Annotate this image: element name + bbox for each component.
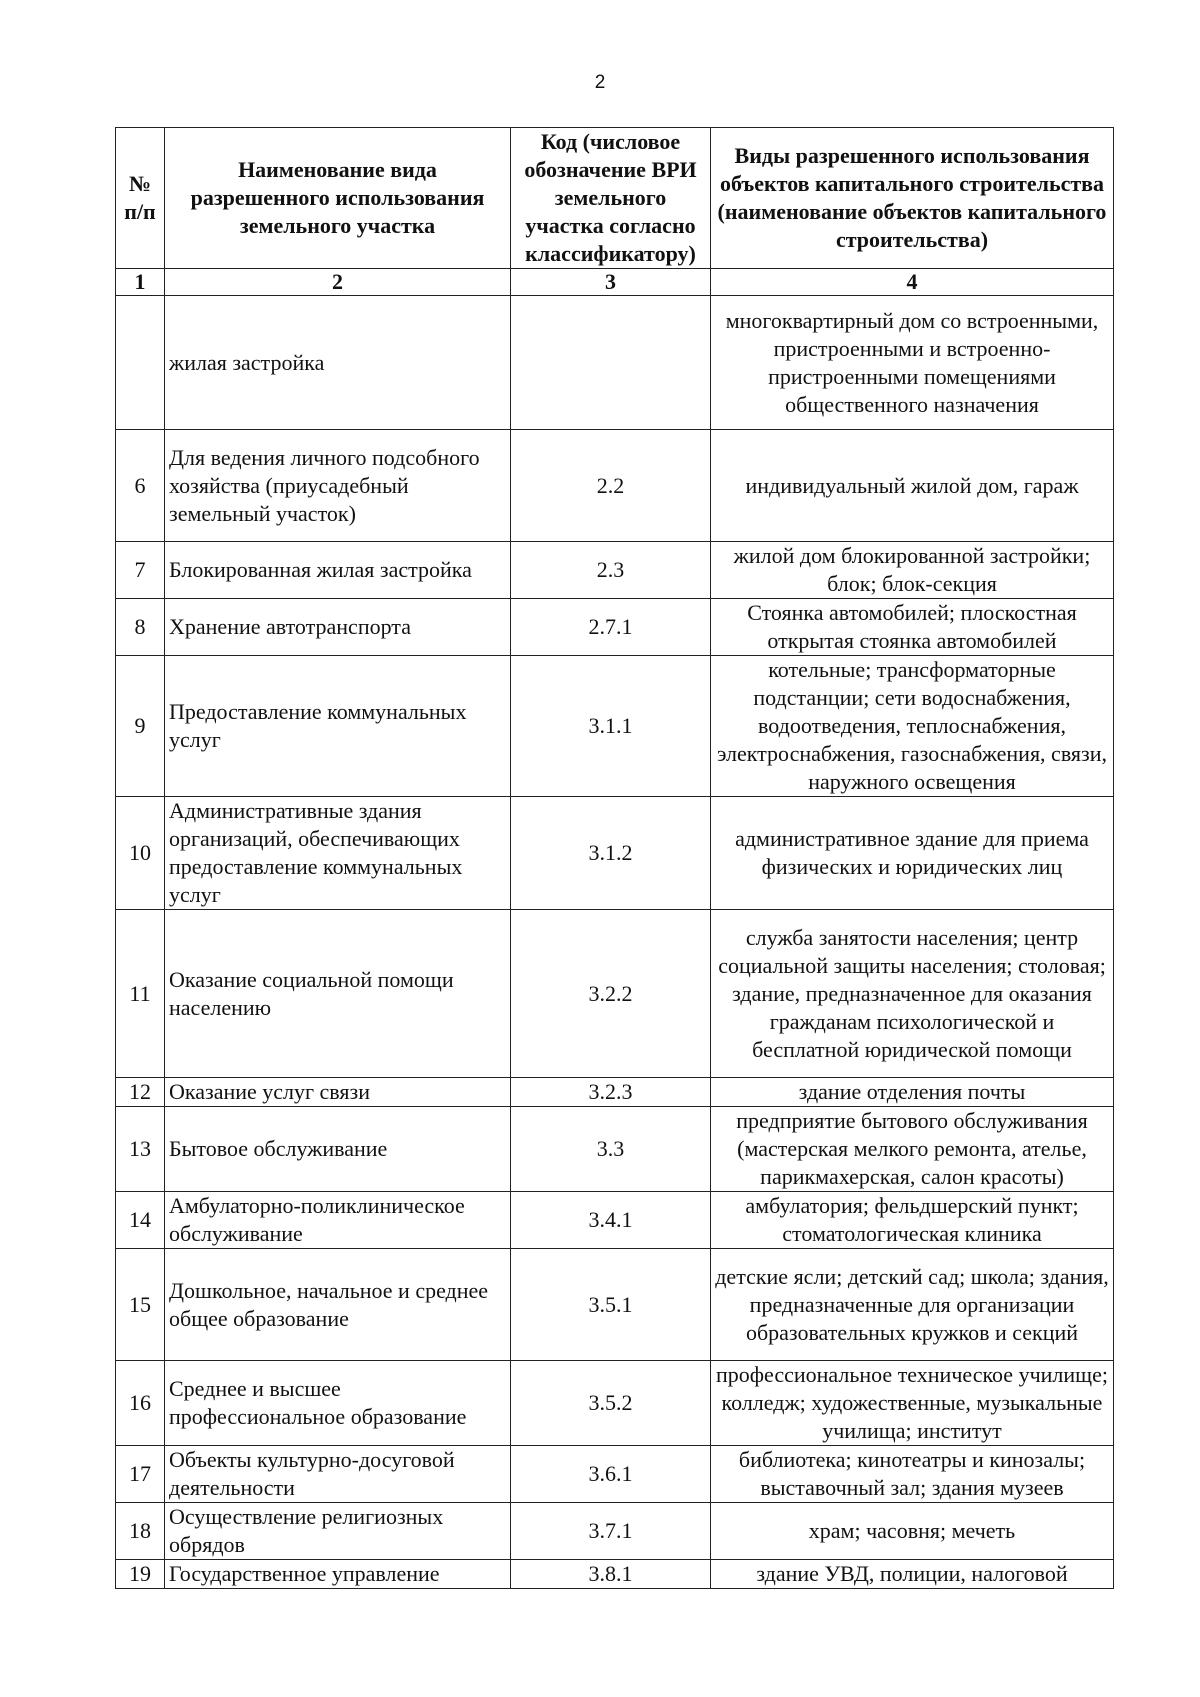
row-number: 7 <box>116 542 165 599</box>
column-index-1: 1 <box>116 269 165 296</box>
row-objects: амбулатория; фельдшерский пункт; стоматологическая клиника <box>711 1192 1114 1249</box>
table-row <box>116 542 1114 599</box>
table-row <box>116 1560 1114 1589</box>
row-code: 3.3 <box>511 1107 711 1192</box>
row-objects: административное здание для приема физических и юридических лиц <box>711 797 1114 910</box>
row-name: Оказание услуг связи <box>165 1078 511 1107</box>
row-objects: библиотека; кинотеатры и кинозалы; выставочный зал; здания музеев <box>711 1446 1114 1503</box>
page-number: 2 <box>594 72 606 93</box>
row-number: 18 <box>116 1503 165 1560</box>
row-objects: многоквартирный дом со встроенными, пристроенными и встроенно-пристроенными помещениями общественного назначения <box>711 296 1114 430</box>
table-body <box>116 296 1114 1589</box>
row-number: 19 <box>116 1560 165 1589</box>
row-name: Для ведения личного подсобного хозяйства (приусадебный земельный участок) <box>165 430 511 542</box>
row-number: 17 <box>116 1446 165 1503</box>
row-number: 11 <box>116 910 165 1078</box>
row-name: Среднее и высшее профессиональное образование <box>165 1361 511 1446</box>
row-code: 3.1.1 <box>511 656 711 797</box>
row-number: 6 <box>116 430 165 542</box>
row-number: 15 <box>116 1249 165 1361</box>
row-objects: жилой дом блокированной застройки; блок; блок-секция <box>711 542 1114 599</box>
row-number: 14 <box>116 1192 165 1249</box>
land-use-table <box>115 127 1114 1589</box>
row-objects: храм; часовня; мечеть <box>711 1503 1114 1560</box>
row-code: 2.3 <box>511 542 711 599</box>
row-code: 3.5.1 <box>511 1249 711 1361</box>
row-code: 3.8.1 <box>511 1560 711 1589</box>
header-num: № п/п <box>116 128 165 269</box>
row-objects: котельные; трансформаторные подстанции; сети водоснабжения, водоотведения, теплоснабжения, электроснабжения, газоснабжения, связи, наружного освещения <box>711 656 1114 797</box>
row-name: Блокированная жилая застройка <box>165 542 511 599</box>
row-number: 10 <box>116 797 165 910</box>
table-row <box>116 296 1114 430</box>
table-row <box>116 1446 1114 1503</box>
row-name: Административные здания организаций, обеспечивающих предоставление коммунальных услуг <box>165 797 511 910</box>
column-index-4: 4 <box>711 269 1114 296</box>
row-number: 13 <box>116 1107 165 1192</box>
row-number: 12 <box>116 1078 165 1107</box>
row-code: 3.4.1 <box>511 1192 711 1249</box>
table-row <box>116 910 1114 1078</box>
table-row <box>116 1361 1114 1446</box>
table-row <box>116 430 1114 542</box>
row-name: Предоставление коммунальных услуг <box>165 656 511 797</box>
row-code: 2.7.1 <box>511 599 711 656</box>
row-code: 3.1.2 <box>511 797 711 910</box>
table-header <box>116 128 1114 296</box>
row-objects: здание УВД, полиции, налоговой <box>711 1560 1114 1589</box>
table-row <box>116 1192 1114 1249</box>
row-code: 3.2.2 <box>511 910 711 1078</box>
row-name: жилая застройка <box>165 296 511 430</box>
row-objects: Стоянка автомобилей; плоскостная открытая стоянка автомобилей <box>711 599 1114 656</box>
row-objects: здание отделения почты <box>711 1078 1114 1107</box>
column-index-row <box>116 269 1114 296</box>
row-code: 2.2 <box>511 430 711 542</box>
row-code: 3.5.2 <box>511 1361 711 1446</box>
row-objects: индивидуальный жилой дом, гараж <box>711 430 1114 542</box>
table-row <box>116 797 1114 910</box>
column-index-2: 2 <box>165 269 511 296</box>
row-name: Хранение автотранспорта <box>165 599 511 656</box>
table-row <box>116 599 1114 656</box>
header-code: Код (числовое обозначение ВРИ земельного участка согласно классификатору) <box>511 128 711 269</box>
table-row <box>116 1249 1114 1361</box>
row-name: Осуществление религиозных обрядов <box>165 1503 511 1560</box>
table-row <box>116 1107 1114 1192</box>
row-code: 3.2.3 <box>511 1078 711 1107</box>
row-name: Амбулаторно-поликлиническое обслуживание <box>165 1192 511 1249</box>
row-number: 9 <box>116 656 165 797</box>
row-objects: служба занятости населения; центр социальной защиты населения; столовая; здание, предназначенное для оказания гражданам психологической и бесплатной юридической помощи <box>711 910 1114 1078</box>
row-name: Объекты культурно-досуговой деятельности <box>165 1446 511 1503</box>
header-name: Наименование вида разрешенного использования земельного участка <box>165 128 511 269</box>
table-row <box>116 1078 1114 1107</box>
row-name: Бытовое обслуживание <box>165 1107 511 1192</box>
row-objects: предприятие бытового обслуживания (мастерская мелкого ремонта, ателье, парикмахерская, салон красоты) <box>711 1107 1114 1192</box>
row-name: Дошкольное, начальное и среднее общее образование <box>165 1249 511 1361</box>
row-code <box>511 296 711 430</box>
row-objects: детские ясли; детский сад; школа; здания, предназначенные для организации образовательных кружков и секций <box>711 1249 1114 1361</box>
header-row <box>116 128 1114 269</box>
row-number <box>116 296 165 430</box>
row-number: 8 <box>116 599 165 656</box>
row-name: Оказание социальной помощи населению <box>165 910 511 1078</box>
row-name: Государственное управление <box>165 1560 511 1589</box>
header-objects: Виды разрешенного использования объектов капитального строительства (наименование объектов капитального строительства) <box>711 128 1114 269</box>
table-row <box>116 656 1114 797</box>
table-row <box>116 1503 1114 1560</box>
row-number: 16 <box>116 1361 165 1446</box>
row-objects: профессиональное техническое училище; колледж; художественные, музыкальные училища; институт <box>711 1361 1114 1446</box>
row-code: 3.6.1 <box>511 1446 711 1503</box>
row-code: 3.7.1 <box>511 1503 711 1560</box>
column-index-3: 3 <box>511 269 711 296</box>
